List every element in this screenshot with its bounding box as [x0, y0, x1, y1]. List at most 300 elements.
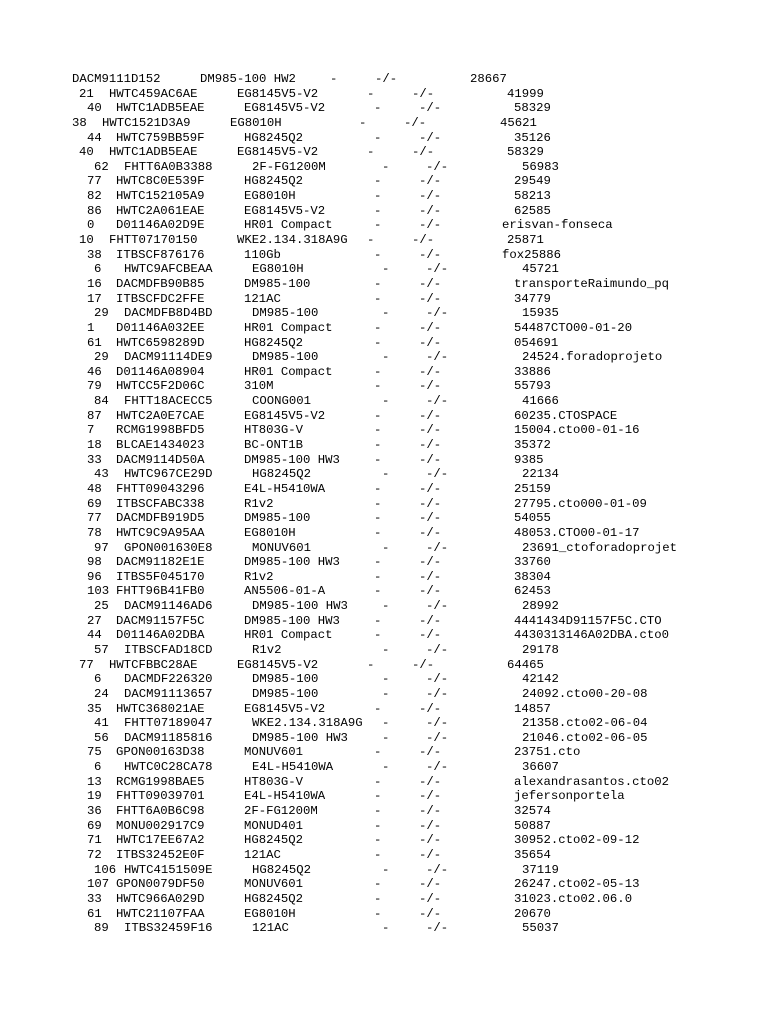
separator-dash: -: [374, 847, 382, 862]
description-text: 38304: [514, 569, 551, 584]
serial-number: D01146A02D9E: [116, 218, 205, 233]
port-number: 77: [87, 511, 102, 526]
description-text: 50887: [514, 818, 551, 833]
device-model: 310M: [244, 379, 274, 394]
separator-dash: -: [374, 218, 382, 233]
port-number: 35: [87, 701, 102, 716]
status-value: -/-: [419, 203, 442, 218]
description-text: 25159: [514, 481, 551, 496]
status-value: -/-: [419, 569, 442, 584]
description-text: 48053.CTO00-01-17: [514, 525, 640, 540]
device-model: HG8245Q2: [244, 335, 304, 350]
device-model: HG8245Q2: [244, 833, 304, 848]
device-model: E4L-H5410WA: [252, 760, 334, 775]
device-model: 110Gb: [244, 247, 281, 262]
description-text: 054691: [514, 335, 559, 350]
serial-number: HWTCC5F2D06C: [116, 379, 205, 394]
separator-dash: -: [374, 613, 382, 628]
status-value: -/-: [419, 379, 442, 394]
description-text: transporteRaimundo_pq: [514, 276, 669, 291]
device-model: HG8245Q2: [244, 174, 304, 189]
status-value: -/-: [426, 642, 449, 657]
serial-number: HWTC9C9A95AA: [116, 525, 205, 540]
port-number: 43: [94, 467, 109, 482]
serial-number: GPON001630E8: [124, 540, 213, 555]
status-value: -/-: [426, 686, 449, 701]
separator-dash: -: [330, 72, 338, 86]
device-model: HR01 Compact: [244, 364, 333, 379]
separator-dash: -: [367, 145, 375, 160]
description-text: 4441434D91157F5C.CTO: [514, 613, 662, 628]
description-text: 54055: [514, 511, 551, 526]
description-text: 28992: [522, 599, 559, 614]
status-value: -/-: [419, 247, 442, 262]
device-model: WKE2.134.318A9G: [237, 233, 348, 248]
device-model: 121AC: [252, 921, 289, 936]
serial-number: HWTC966A029D: [116, 891, 205, 906]
port-number: 61: [87, 335, 102, 350]
serial-number: HWTC459AC6AE: [109, 86, 198, 101]
description-text: 58213: [514, 189, 551, 204]
port-number: 36: [87, 804, 102, 819]
separator-dash: -: [374, 276, 382, 291]
device-model: EG8145V5-V2: [244, 101, 326, 116]
description-text: 35372: [514, 438, 551, 453]
status-value: -/-: [419, 423, 442, 438]
port-number: 97: [94, 540, 109, 555]
separator-dash: -: [374, 408, 382, 423]
status-value: -/-: [419, 364, 442, 379]
serial-number: HWTC0C28CA78: [124, 760, 213, 775]
description-text: 41666: [522, 394, 559, 409]
device-model: WKE2.134.318A9G: [252, 716, 363, 731]
serial-number: GPON0079DF50: [116, 877, 205, 892]
separator-dash: -: [374, 481, 382, 496]
description-text: 36607: [522, 760, 559, 775]
description-text: 27795.cto000-01-09: [514, 496, 647, 511]
separator-dash: -: [374, 569, 382, 584]
serial-number: HWTC6598289D: [116, 335, 205, 350]
separator-dash: -: [374, 877, 382, 892]
description-text: 23751.cto: [514, 745, 581, 760]
description-text: 42142: [522, 672, 559, 687]
device-model: EG8145V5-V2: [237, 86, 319, 101]
status-value: -/-: [419, 613, 442, 628]
device-model: DM985-100 HW3: [252, 730, 348, 745]
port-number: 38: [72, 115, 87, 130]
port-number: 71: [87, 833, 102, 848]
separator-dash: -: [374, 452, 382, 467]
device-model: HG8245Q2: [244, 130, 304, 145]
status-value: -/-: [419, 174, 442, 189]
serial-number: HWTC9AFCBEAA: [124, 262, 213, 277]
status-value: -/-: [426, 394, 449, 409]
description-text: 64465: [507, 657, 544, 672]
description-text: 26247.cto02-05-13: [514, 877, 640, 892]
status-value: -/-: [419, 891, 442, 906]
status-value: -/-: [419, 452, 442, 467]
device-model: 121AC: [244, 291, 281, 306]
description-text: 55037: [522, 921, 559, 936]
port-number: 17: [87, 291, 102, 306]
device-model: HG8245Q2: [244, 891, 304, 906]
serial-number: DACM91113657: [124, 686, 213, 701]
description-text: 15935: [522, 306, 559, 321]
separator-dash: -: [374, 364, 382, 379]
status-value: -/-: [419, 408, 442, 423]
separator-dash: -: [367, 657, 375, 672]
serial-number: DACM91185816: [124, 730, 213, 745]
port-number: 77: [79, 657, 94, 672]
port-number: 57: [94, 642, 109, 657]
device-model: E4L-H5410WA: [244, 789, 326, 804]
port-number: 48: [87, 481, 102, 496]
device-model: HR01 Compact: [244, 628, 333, 643]
serial-number: HWTC368021AE: [116, 701, 205, 716]
separator-dash: -: [374, 291, 382, 306]
device-model: DM985-100: [244, 276, 311, 291]
device-model: HR01 Compact: [244, 320, 333, 335]
device-model: DM985-100 HW3: [244, 613, 340, 628]
status-value: -/-: [419, 438, 442, 453]
device-model: EG8010H: [252, 262, 304, 277]
serial-number: HWTCFBBC28AE: [109, 657, 198, 672]
status-value: -/-: [419, 101, 442, 116]
serial-number: HWTC4151509E: [124, 862, 213, 877]
status-value: -/-: [419, 496, 442, 511]
status-value: -/-: [426, 467, 449, 482]
device-model: DM985-100: [252, 686, 319, 701]
device-model: EG8145V5-V2: [244, 701, 326, 716]
serial-number: MONU002917C9: [116, 818, 205, 833]
status-value: -/-: [419, 833, 442, 848]
status-value: -/-: [419, 906, 442, 921]
port-number: 84: [94, 394, 109, 409]
serial-number: GPON00163D38: [116, 745, 205, 760]
separator-dash: -: [382, 467, 390, 482]
port-number: 7: [87, 423, 95, 438]
description-text: 54487CTO00-01-20: [514, 320, 633, 335]
status-value: -/-: [419, 320, 442, 335]
separator-dash: -: [382, 672, 390, 687]
serial-number: DACM91157F5C: [116, 613, 205, 628]
serial-number: DACM9114D50A: [116, 452, 205, 467]
description-text: jefersonportela: [514, 789, 625, 804]
separator-dash: -: [382, 350, 390, 365]
port-number: 103: [87, 584, 110, 599]
device-model: MONUD401: [244, 818, 304, 833]
separator-dash: -: [367, 86, 375, 101]
device-model: EG8145V5-V2: [237, 657, 319, 672]
port-number: 6: [94, 672, 102, 687]
separator-dash: -: [374, 818, 382, 833]
separator-dash: -: [382, 262, 390, 277]
status-value: -/-: [375, 72, 398, 86]
port-number: 29: [94, 306, 109, 321]
status-value: -/-: [426, 306, 449, 321]
separator-dash: -: [374, 496, 382, 511]
serial-number: HWTC17EE67A2: [116, 833, 205, 848]
description-text: 21046.cto02-06-05: [522, 730, 648, 745]
description-text: 56983: [522, 159, 559, 174]
status-value: -/-: [419, 789, 442, 804]
device-model: EG8145V5-V2: [244, 203, 326, 218]
serial-number: HWTC967CE29D: [124, 467, 213, 482]
device-model: MONUV601: [244, 745, 304, 760]
serial-number: HWTC8C0E539F: [116, 174, 205, 189]
device-model: HG8245Q2: [252, 467, 312, 482]
status-value: -/-: [419, 628, 442, 643]
serial-number: DACM91114DE9: [124, 350, 213, 365]
device-model: E4L-H5410WA: [244, 481, 326, 496]
port-number: 98: [87, 555, 102, 570]
status-value: -/-: [419, 291, 442, 306]
serial-number: D01146A032EE: [116, 320, 205, 335]
status-value: -/-: [419, 774, 442, 789]
serial-number: DACM91146AD6: [124, 599, 213, 614]
port-number: 61: [87, 906, 102, 921]
serial-number: BLCAE1434023: [116, 438, 205, 453]
device-model: COONG001: [252, 394, 312, 409]
separator-dash: -: [382, 760, 390, 775]
port-number: 96: [87, 569, 102, 584]
port-number: 41: [94, 716, 109, 731]
device-model: DM985-100 HW2: [200, 72, 296, 86]
port-number: 6: [94, 262, 102, 277]
separator-dash: -: [374, 701, 382, 716]
description-text: 32574: [514, 804, 551, 819]
port-number: 27: [87, 613, 102, 628]
description-text: 62585: [514, 203, 551, 218]
status-value: -/-: [426, 921, 449, 936]
serial-number: DACMDFB919D5: [116, 511, 205, 526]
port-number: 21: [79, 86, 94, 101]
description-text: 58329: [514, 101, 551, 116]
port-number: 10: [79, 233, 94, 248]
description-text: 34779: [514, 291, 551, 306]
separator-dash: -: [374, 511, 382, 526]
description-text: fox25886: [502, 247, 562, 262]
serial-number: FHTT6A0B3388: [124, 159, 213, 174]
device-model: 2F-FG1200M: [252, 159, 326, 174]
separator-dash: -: [382, 642, 390, 657]
separator-dash: -: [382, 540, 390, 555]
separator-dash: -: [382, 862, 390, 877]
device-model: R1v2: [244, 569, 274, 584]
separator-dash: -: [374, 423, 382, 438]
description-text: 4430313146A02DBA.cto0: [514, 628, 669, 643]
serial-number: ITBSCFDC2FFE: [116, 291, 205, 306]
status-value: -/-: [419, 335, 442, 350]
device-model: DM985-100: [252, 350, 319, 365]
device-model: AN5506-01-A: [244, 584, 326, 599]
device-model: HR01 Compact: [244, 218, 333, 233]
serial-number: HWTC152105A9: [116, 189, 205, 204]
serial-number: RCMG1998BFD5: [116, 423, 205, 438]
device-model: MONUV601: [252, 540, 312, 555]
serial-number: FHTT96B41FB0: [116, 584, 205, 599]
description-text: 33886: [514, 364, 551, 379]
device-model: 2F-FG1200M: [244, 804, 318, 819]
port-number: 13: [87, 774, 102, 789]
serial-number: FHTT18ACECC5: [124, 394, 213, 409]
description-text: 37119: [522, 862, 559, 877]
separator-dash: -: [374, 438, 382, 453]
serial-number: FHTT09039701: [116, 789, 205, 804]
separator-dash: -: [382, 716, 390, 731]
serial-number: D01146A02DBA: [116, 628, 205, 643]
serial-number: ITBSCFAD18CD: [124, 642, 213, 657]
port-number: 77: [87, 174, 102, 189]
serial-number: HWTC2A061EAE: [116, 203, 205, 218]
separator-dash: -: [374, 804, 382, 819]
description-text: 41999: [507, 86, 544, 101]
status-value: -/-: [412, 657, 435, 672]
serial-number: FHTT6A0B6C98: [116, 804, 205, 819]
device-model: R1v2: [252, 642, 282, 657]
port-number: 29: [94, 350, 109, 365]
description-text: 33760: [514, 555, 551, 570]
serial-number: ITBSCF876176: [116, 247, 205, 262]
port-number: 106: [94, 862, 117, 877]
status-value: -/-: [419, 189, 442, 204]
status-value: -/-: [419, 481, 442, 496]
separator-dash: -: [374, 203, 382, 218]
status-value: -/-: [412, 86, 435, 101]
port-number: 79: [87, 379, 102, 394]
separator-dash: -: [374, 906, 382, 921]
separator-dash: -: [374, 174, 382, 189]
status-value: -/-: [419, 745, 442, 760]
separator-dash: -: [382, 599, 390, 614]
description-text: 24524.foradoprojeto: [522, 350, 663, 365]
status-value: -/-: [419, 877, 442, 892]
description-text: 25871: [507, 233, 544, 248]
separator-dash: -: [374, 247, 382, 262]
port-number: 89: [94, 921, 109, 936]
serial-number: ITBSCFABC338: [116, 496, 205, 511]
serial-number: FHTT07189047: [124, 716, 213, 731]
description-text: 9385: [514, 452, 544, 467]
port-number: 75: [87, 745, 102, 760]
device-model: EG8010H: [230, 115, 282, 130]
status-value: -/-: [419, 555, 442, 570]
serial-number: HWTC21107FAA: [116, 906, 205, 921]
device-model: EG8145V5-V2: [237, 145, 319, 160]
description-text: 45621: [500, 115, 537, 130]
serial-number: HWTC2A0E7CAE: [116, 408, 205, 423]
port-number: 40: [79, 145, 94, 160]
separator-dash: -: [382, 921, 390, 936]
serial-number: RCMG1998BAE5: [116, 774, 205, 789]
status-value: -/-: [419, 525, 442, 540]
port-number: 107: [87, 877, 110, 892]
status-value: -/-: [419, 847, 442, 862]
separator-dash: -: [374, 335, 382, 350]
serial-number: HWTC1521D3A9: [102, 115, 191, 130]
device-model: DM985-100 HW3: [244, 452, 340, 467]
description-text: 22134: [522, 467, 559, 482]
device-model: EG8010H: [244, 525, 296, 540]
status-value: -/-: [426, 760, 449, 775]
separator-dash: -: [374, 320, 382, 335]
port-number: 24: [94, 686, 109, 701]
separator-dash: -: [382, 159, 390, 174]
status-value: -/-: [426, 159, 449, 174]
port-number: 46: [87, 364, 102, 379]
port-number: 56: [94, 730, 109, 745]
description-text: 35654: [514, 847, 551, 862]
port-number: 6: [94, 760, 102, 775]
separator-dash: -: [359, 115, 367, 130]
status-value: -/-: [426, 262, 449, 277]
description-text: 28667: [470, 72, 507, 86]
description-text: 14857: [514, 701, 551, 716]
port-number: 44: [87, 628, 102, 643]
serial-number: DACM91182E1E: [116, 555, 205, 570]
separator-dash: -: [382, 730, 390, 745]
status-value: -/-: [419, 804, 442, 819]
description-text: 24092.cto00-20-08: [522, 686, 648, 701]
status-value: -/-: [419, 584, 442, 599]
serial-number: HWTC1ADB5EAE: [109, 145, 198, 160]
description-text: 23691_ctoforadoprojet: [522, 540, 677, 555]
device-model: DM985-100: [252, 672, 319, 687]
status-value: -/-: [426, 716, 449, 731]
device-model: 121AC: [244, 847, 281, 862]
port-number: 0: [87, 218, 95, 233]
device-model: R1v2: [244, 496, 274, 511]
description-text: 45721: [522, 262, 559, 277]
serial-number: DACMDFB8D4BD: [124, 306, 213, 321]
status-value: -/-: [426, 350, 449, 365]
separator-dash: -: [382, 394, 390, 409]
description-text: 58329: [507, 145, 544, 160]
description-text: 35126: [514, 130, 551, 145]
port-number: 78: [87, 525, 102, 540]
port-number: 38: [87, 247, 102, 262]
port-number: 44: [87, 130, 102, 145]
device-model: MONUV601: [244, 877, 304, 892]
separator-dash: -: [374, 101, 382, 116]
separator-dash: -: [374, 584, 382, 599]
port-number: 69: [87, 496, 102, 511]
separator-dash: -: [374, 789, 382, 804]
serial-number: HWTC759BB59F: [116, 130, 205, 145]
separator-dash: -: [367, 233, 375, 248]
port-number: 16: [87, 276, 102, 291]
serial-number: FHTT07170150: [109, 233, 198, 248]
serial-number: FHTT09043296: [116, 481, 205, 496]
device-model: DM985-100 HW3: [252, 599, 348, 614]
device-model: DM985-100 HW3: [244, 555, 340, 570]
device-model: BC-ONT1B: [244, 438, 304, 453]
port-number: 33: [87, 452, 102, 467]
status-value: -/-: [412, 145, 435, 160]
description-text: 20670: [514, 906, 551, 921]
port-number: 40: [87, 101, 102, 116]
device-model: DM985-100: [252, 306, 319, 321]
status-value: -/-: [419, 701, 442, 716]
description-text: 29549: [514, 174, 551, 189]
description-text: 29178: [522, 642, 559, 657]
status-value: -/-: [426, 599, 449, 614]
status-value: -/-: [419, 511, 442, 526]
port-number: 69: [87, 818, 102, 833]
separator-dash: -: [374, 189, 382, 204]
serial-number: HWTC1ADB5EAE: [116, 101, 205, 116]
port-number: 87: [87, 408, 102, 423]
